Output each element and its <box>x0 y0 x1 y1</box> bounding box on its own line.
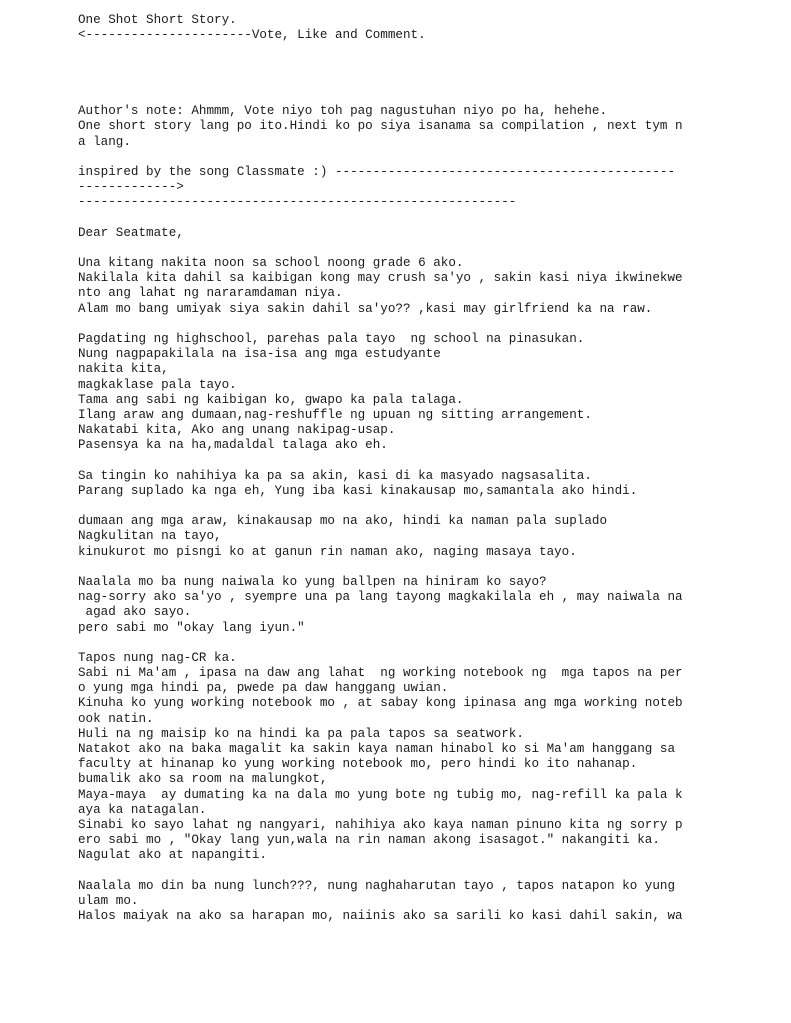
text-line <box>78 499 718 514</box>
text-line <box>78 864 718 879</box>
text-line: Nagkulitan na tayo, <box>78 529 222 544</box>
text-line <box>78 241 718 256</box>
text-line: kinukurot mo pisngi ko at ganun rin naman ako, naging masaya tayo. <box>78 544 577 559</box>
text-line: One Shot Short Story. <box>78 13 237 27</box>
text-line: Nagulat ako at napangiti. <box>78 848 267 863</box>
text-line: Halos maiyak na ako sa harapan mo, naiinis ako sa sarili ko kasi dahil sakin, wa <box>78 909 683 924</box>
text-line: nakita kita, <box>78 362 169 377</box>
text-line: Alam mo bang umiyak siya sakin dahil sa'yo?? ,kasi may girlfriend ka na raw. <box>78 301 653 316</box>
text-line <box>78 210 718 225</box>
text-line: Pagdating ng highschool, parehas pala tayo ng school na pinasukan. <box>78 331 585 346</box>
text-line: Nakatabi kita, Ako ang unang nakipag-usap. <box>78 423 396 438</box>
text-line: agad ako sayo. <box>78 605 192 620</box>
text-line: Natakot ako na baka magalit ka sakin kaya naman hinabol ko si Ma'am hanggang sa <box>78 742 676 756</box>
text-line: magkaklase pala tayo. <box>78 377 237 392</box>
text-line: ook natin. <box>78 711 154 726</box>
text-line: pero sabi mo "okay lang iyun." <box>78 620 305 635</box>
text-line: Sa tingin ko nahihiya ka pa sa akin, kasi di ka masyado nagsasalita. <box>78 468 592 483</box>
text-line: One short story lang po ito.Hindi ko po siya isanama sa compilation , next tym n <box>78 119 683 134</box>
text-line: Huli na ng maisip ko na hindi ka pa pala tapos sa seatwork. <box>78 726 524 741</box>
text-line: Nung nagpapakilala na isa-isa ang mga estudyante <box>78 347 441 362</box>
text-line: bumalik ako sa room na malungkot, <box>78 772 328 787</box>
text-line: Nakilala kita dahil sa kaibigan kong may crush sa'yo , sakin kasi niya ikwinekwe <box>78 271 683 286</box>
text-line: nto ang lahat ng nararamdaman niya. <box>78 286 343 301</box>
text-line <box>78 43 718 58</box>
text-line: Sabi ni Ma'am , ipasa na daw ang lahat ng working notebook ng mga tapos na per <box>78 666 683 681</box>
text-line: faculty at hinanap ko yung working notebook mo, pero hindi ko ito nahanap. <box>78 757 638 772</box>
text-line: ---------------------------------------------------------- <box>78 195 517 210</box>
text-line: ero sabi mo , "Okay lang yun,wala na rin naman akong isasagot." nakangiti ka. <box>78 833 660 848</box>
text-line: Parang suplado ka nga eh, Yung iba kasi kinakausap mo,samantala ako hindi. <box>78 483 638 498</box>
text-line: Author's note: Ahmmm, Vote niyo toh pag nagustuhan niyo po ha, hehehe. <box>78 104 608 119</box>
text-line: Tapos nung nag-CR ka. <box>78 650 237 665</box>
text-line: o yung mga hindi pa, pwede pa daw hanggang uwian. <box>78 681 449 696</box>
text-line: ulam mo. <box>78 893 139 908</box>
text-line <box>78 59 718 74</box>
text-line: Ilang araw ang dumaan,nag-reshuffle ng upuan ng sitting arrangement. <box>78 407 592 422</box>
text-line: dumaan ang mga araw, kinakausap mo na ako, hindi ka naman pala suplado <box>78 514 608 529</box>
text-line: Naalala mo ba nung naiwala ko yung ballpen na hiniram ko sayo? <box>78 574 547 589</box>
text-line: Maya-maya ay dumating ka na dala mo yung bote ng tubig mo, nag-refill ka pala k <box>78 787 683 802</box>
text-line: a lang. <box>78 134 131 149</box>
text-line: Pasensya ka na ha,madaldal talaga ako eh. <box>78 438 388 453</box>
text-line <box>78 636 718 651</box>
text-line <box>78 74 718 89</box>
text-line <box>78 453 718 468</box>
text-line <box>78 317 718 332</box>
text-line: nag-sorry ako sa'yo , syempre una pa lang tayong magkakilala eh , may naiwala na <box>78 590 683 605</box>
text-line: Kinuha ko yung working notebook mo , at sabay kong ipinasa ang mga working noteb <box>78 696 683 711</box>
text-line: Naalala mo din ba nung lunch???, nung naghaharutan tayo , tapos natapon ko yung <box>78 878 676 893</box>
text-line: Tama ang sabi ng kaibigan ko, gwapo ka pala talaga. <box>78 392 464 407</box>
text-line: aya ka natagalan. <box>78 802 207 817</box>
text-line: Una kitang nakita noon sa school noong grade 6 ako. <box>78 256 464 270</box>
text-line: <----------------------Vote, Like and Comment. <box>78 28 426 43</box>
text-line <box>78 150 718 165</box>
document-page <box>78 13 718 924</box>
text-line: -------------> <box>78 180 184 195</box>
text-line: Dear Seatmate, <box>78 225 184 240</box>
text-line <box>78 89 718 104</box>
text-line: Sinabi ko sayo lahat ng nangyari, nahihiya ako kaya naman pinuno kita ng sorry p <box>78 817 683 832</box>
text-line <box>78 560 718 575</box>
text-line: inspired by the song Classmate :) --------------------------------------------- <box>78 164 676 179</box>
